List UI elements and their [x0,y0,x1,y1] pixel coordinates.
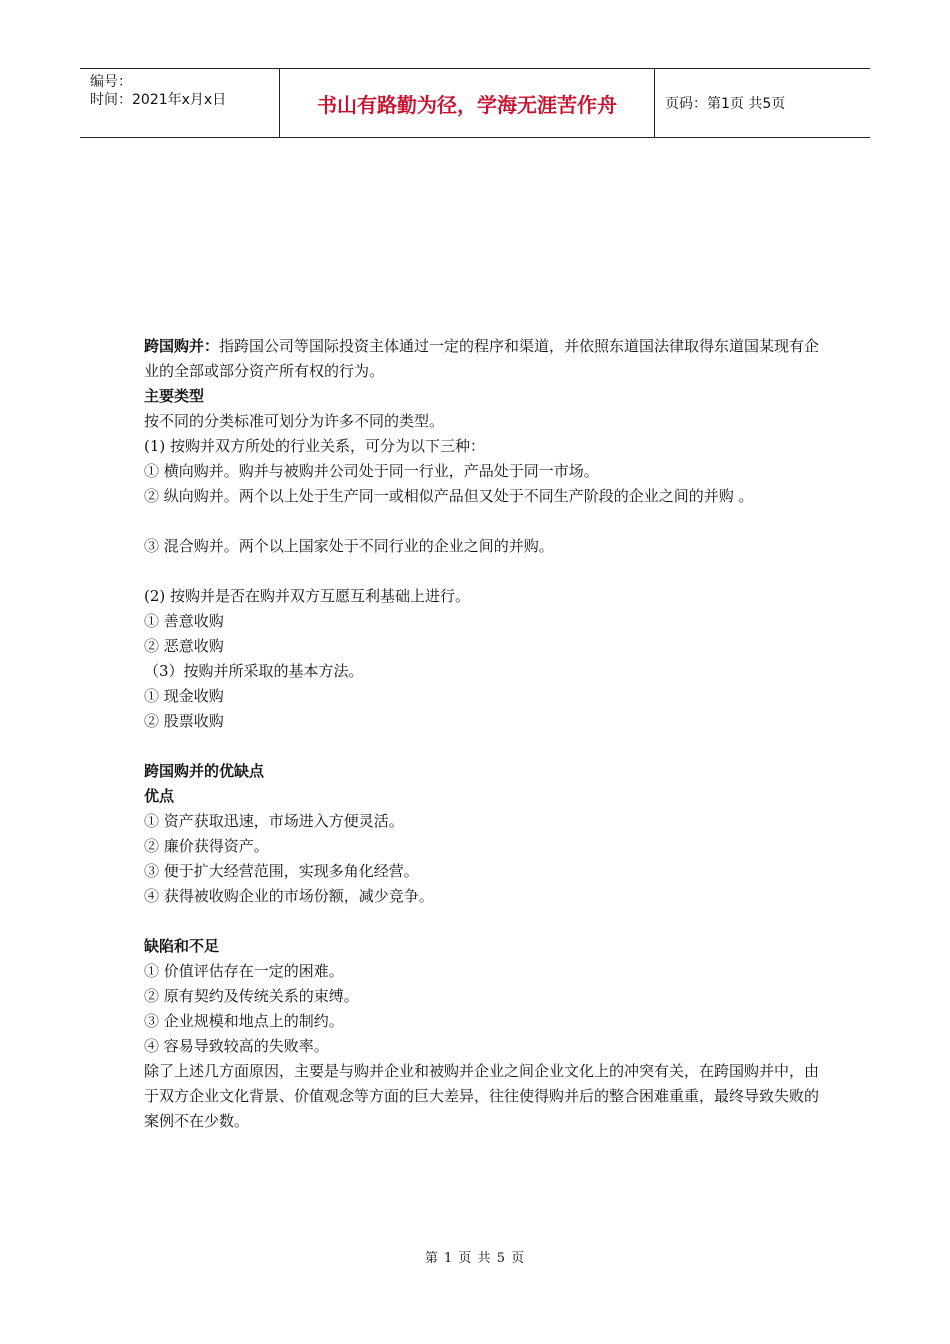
pros-heading: 优点 [144,787,175,805]
category-2: (2) 按购并是否在购并双方互愿互利基础上进行。 [144,587,471,605]
pro-item: ③ 便于扩大经营范围，实现多角化经营。 [144,862,419,880]
category-1: (1) 按购并双方所处的行业关系，可分为以下三种： [144,437,486,455]
con-item: ④ 容易导致较高的失败率。 [144,1037,329,1055]
category-3: （3）按购并所采取的基本方法。 [144,662,364,680]
page-header [80,68,870,138]
types-intro: 按不同的分类标准可划分为许多不同的类型。 [144,412,445,430]
header-page-info: 页码：第1页 共5页 [665,96,786,112]
intro-paragraph [144,334,824,384]
cons-heading: 缺陷和不足 [144,937,220,955]
pro-item: ① 资产获取迅速，市场进入方便灵活。 [144,812,404,830]
pro-item: ② 廉价获得资产。 [144,837,269,855]
category-1-item: ① 横向购并。购并与被购并公司处于同一行业，产品处于同一市场。 [144,462,599,480]
time-label: 时间：2021年x月x日 [90,92,227,108]
document-body [144,334,824,1134]
category-1-item: ② 纵向购并。两个以上处于生产同一或相似产品但又处于不同生产阶段的企业之间的并购 。 [144,487,754,505]
category-3-item: ① 现金收购 [144,687,224,705]
types-heading: 主要类型 [144,387,205,405]
header-motto: 书山有路勤为径，学海无涯苦作舟 [280,69,655,137]
intro-text: 指跨国公司等国际投资主体通过一定的程序和渠道，并依照东道国法律取得东道国某现有企业的全部或部分资产所有权的行为。 [144,337,820,380]
header-meta [80,69,280,137]
pros-cons-heading: 跨国购并的优缺点 [144,762,265,780]
con-item: ② 原有契约及传统关系的束缚。 [144,987,359,1005]
pro-item: ④ 获得被收购企业的市场份额，减少竞争。 [144,887,434,905]
number-label: 编号： [90,74,132,90]
category-1-item: ③ 混合购并。两个以上国家处于不同行业的企业之间的并购。 [144,537,554,555]
category-3-item: ② 股票收购 [144,712,224,730]
category-2-item: ① 善意收购 [144,612,224,630]
intro-term: 跨国购并： [144,337,220,355]
conclusion-paragraph: 除了上述几方面原因，主要是与购并企业和被购并企业之间企业文化上的冲突有关，在跨国购并中，由于双方企业文化背景、价值观念等方面的巨大差异，往往使得购并后的整合困难重重，最终导致失败的案例不在少数。 [144,1062,820,1130]
con-item: ① 价值评估存在一定的困难。 [144,962,344,980]
page-footer: 第 1 页 共 5 页 [424,1251,526,1266]
category-2-item: ② 恶意收购 [144,637,224,655]
con-item: ③ 企业规模和地点上的制约。 [144,1012,344,1030]
